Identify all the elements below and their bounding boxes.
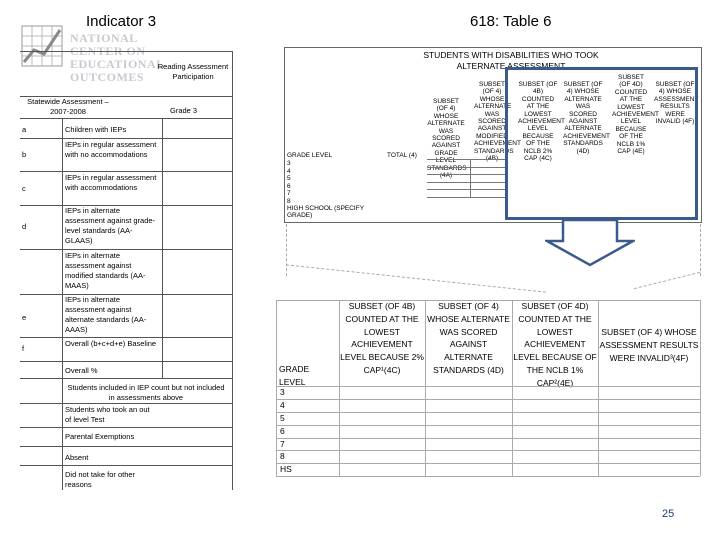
zoom-grade-8: 8 xyxy=(280,451,285,461)
page-number: 25 xyxy=(662,508,675,520)
row-label-not-included: Students included in IEP count but not included in assessments above xyxy=(67,383,225,402)
top-col-4e: SUBSET (OF 4D) COUNTED AT THE LOWEST ACHIEVEMENT LEVEL BECAUSE OF THE NCLB 1% CAP (4E) xyxy=(612,74,659,156)
zoom-col-4f: SUBSET (OF 4) WHOSE ASSESSMENT RESULTS WERE INVALID³(4F) xyxy=(599,327,699,363)
row-letter-a: a xyxy=(22,125,27,134)
row-label-children-with-ieps: Children with IEPs xyxy=(65,125,127,134)
row-letter-f: f xyxy=(22,344,25,353)
row-label-absent: Absent xyxy=(65,453,89,462)
participation-header: Reading Assessment Participation xyxy=(157,62,229,81)
statewide-label: Statewide Assessment – 2007-2008 xyxy=(27,97,109,116)
top-high-school: HIGH SCHOOL (SPECIFY GRADE) xyxy=(287,205,364,220)
row-label-regular-with-accommodations: IEPs in regular assessment with accommodations xyxy=(65,173,157,192)
svg-text:OUTCOMES: OUTCOMES xyxy=(70,70,145,84)
top-grade-6: 6 xyxy=(287,182,291,190)
row-letter-c: c xyxy=(22,184,26,193)
zoom-grade-level-label: GRADE LEVEL xyxy=(279,364,310,387)
zoom-col-4e: SUBSET (OF 4D) COUNTED AT THE LOWEST ACHIEVEMENT LEVEL BECAUSE OF THE NCLB 1% CAP²(4E) xyxy=(513,301,597,388)
svg-text:NATIONAL: NATIONAL xyxy=(70,31,138,45)
zoom-col-4c: SUBSET (OF 4B) COUNTED AT THE LOWEST ACHIEVEMENT LEVEL BECAUSE 2% CAP¹(4C) xyxy=(340,301,424,375)
indicator-title: Indicator 3 xyxy=(86,13,157,30)
top-total-label: TOTAL (4) xyxy=(387,152,417,159)
zoom-col-4d: SUBSET (OF 4) WHOSE ALTERNATE WAS SCORED AGAINST ALTERNATE STANDARDS (4D) xyxy=(427,301,510,375)
svg-text:EDUCATIONAL: EDUCATIONAL xyxy=(70,57,165,71)
highlight-box xyxy=(505,67,698,220)
row-label-regular-no-accommodations: IEPs in regular assessment with no accommodations xyxy=(65,140,157,159)
zoom-grade-hs: HS xyxy=(280,464,292,474)
row-label-parental-exemptions: Parental Exemptions xyxy=(65,432,135,441)
row-letter-e: e xyxy=(22,313,27,322)
zoom-grade-3: 3 xyxy=(280,387,285,397)
top-grade-3: 3 xyxy=(287,160,291,167)
down-arrow-icon xyxy=(545,219,635,267)
zoom-grade-5: 5 xyxy=(280,413,285,423)
top-col-4f: SUBSET (OF 4) WHOSE ASSESSMENT RESULTS WERE INVALID (4F) xyxy=(654,81,699,126)
top-col-4b: SUBSET (OF 4) WHOSE ALTERNATE WAS SCORED AGAINST MODIFIED ACHIEVEMENT STANDARDS (4B) xyxy=(474,81,521,163)
row-label-aa-maas: IEPs in alternate assessment against modified standards (AA-MAAS) xyxy=(65,251,146,290)
table-title: 618: Table 6 xyxy=(470,13,552,30)
zoom-grade-6: 6 xyxy=(280,426,285,436)
zoom-grade-7: 7 xyxy=(280,439,285,449)
top-col-4d: SUBSET (OF 4) WHOSE ALTERNATE WAS SCORED AGAINST ALTERNATE ACHIEVEMENT STANDARDS (4D) xyxy=(563,81,610,155)
top-grade-5: 5 xyxy=(287,175,291,182)
top-grade-7: 7 xyxy=(287,190,291,197)
top-grade-level-label: GRADE LEVEL xyxy=(287,152,333,159)
row-letter-b: b xyxy=(22,150,27,159)
row-label-aa-glaas: IEPs in alternate assessment against grade-level standards (AA-GLAAS) xyxy=(65,206,156,245)
top-col-4c: SUBSET (OF 4B) COUNTED AT THE LOWEST ACHIEVEMENT LEVEL BECAUSE OF THE NCLB 2% CAP (4C) xyxy=(518,81,565,163)
top-table-title: STUDENTS WITH DISABILITIES WHO TOOK ALTERNATE ASSESSMENT xyxy=(423,50,599,71)
svg-text:CENTER ON: CENTER ON xyxy=(70,44,146,58)
top-grade-4: 4 xyxy=(287,167,291,175)
row-label-overall-baseline: Overall (b+c+d+e) Baseline xyxy=(65,339,157,348)
top-col-4a: SUBSET (OF 4) WHOSE ALTERNATE WAS SCORED AGAINST GRADE LEVEL STANDARDS (4A) xyxy=(427,98,467,180)
zoom-grade-4: 4 xyxy=(280,400,285,410)
row-label-aa-aaas: IEPs in alternate assessment against alternate standards (AA-AAAS) xyxy=(65,295,147,334)
top-grade-8: 8 xyxy=(287,197,291,205)
row-label-overall-pct: Overall % xyxy=(65,366,98,375)
grade-label: Grade 3 xyxy=(170,106,198,115)
row-letter-d: d xyxy=(22,222,27,231)
row-label-other-reasons: Did not take for other reasons xyxy=(65,470,136,489)
row-label-out-of-level: Students who took an out of level Test xyxy=(65,405,150,424)
